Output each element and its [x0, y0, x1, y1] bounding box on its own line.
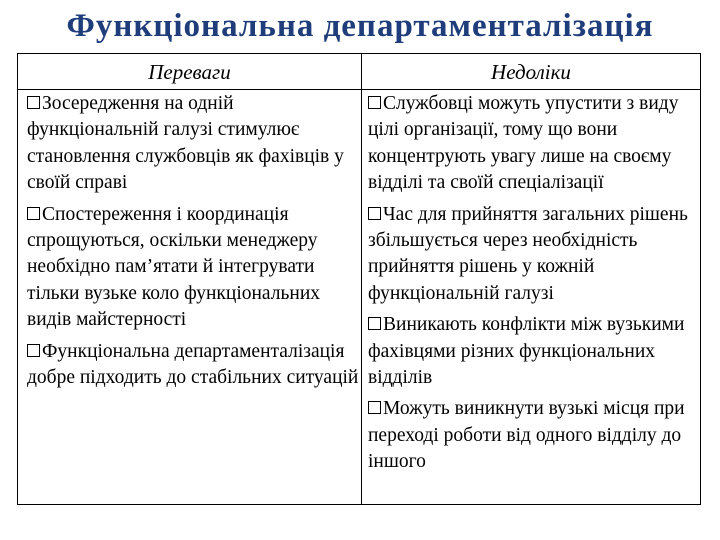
square-bullet-icon: [368, 317, 381, 330]
square-bullet-icon: [27, 344, 40, 357]
advantage-text: Спостереження і координація спрощуються, оскільки менеджеру необхідно пам’ятати й інтегрувати тільки вузьке коло функціональних видів майстерності: [27, 203, 321, 331]
square-bullet-icon: [368, 207, 381, 220]
header-divider: [18, 89, 700, 90]
disadvantage-item: [368, 396, 698, 475]
advantage-item: [27, 202, 359, 334]
column-divider: [361, 54, 362, 504]
advantages-cell: [27, 91, 359, 396]
disadvantage-text: Час для прийняття загальних рішень збільшується через необхідність прийняття рішень у кожній функціональній галузі: [368, 203, 688, 304]
advantage-item: [27, 91, 359, 197]
advantage-item: [27, 339, 359, 392]
header-disadvantages: Недоліки: [491, 60, 571, 84]
square-bullet-icon: [368, 401, 381, 414]
disadvantage-text: Можуть виникнути вузькі місця при переході роботи від одного відділу до іншого: [368, 398, 685, 473]
disadvantage-item: [368, 202, 698, 308]
slide-title: Функціональна департаменталізація: [66, 8, 654, 44]
disadvantages-cell: [368, 91, 698, 481]
square-bullet-icon: [27, 207, 40, 220]
header-advantages: Переваги: [148, 60, 231, 84]
disadvantage-text: Службовці можуть упустити з виду цілі організації, тому що вони концентрують увагу лише на своєму відділі та своїй спеціалізації: [368, 93, 679, 194]
disadvantage-item: [368, 91, 698, 197]
advantage-text: Функціональна департаменталізація добре підходить до стабільних ситуацій: [27, 340, 359, 389]
comparison-table: [17, 53, 701, 505]
square-bullet-icon: [368, 96, 381, 109]
disadvantage-item: [368, 312, 698, 391]
square-bullet-icon: [27, 96, 40, 109]
disadvantage-text: Виникають конфлікти між вузькими фахівцями різних функціональних відділів: [368, 314, 685, 389]
advantage-text: Зосередження на одній функціональній галузі стимулює становлення службовців як фахівців у своїй справі: [27, 93, 344, 194]
